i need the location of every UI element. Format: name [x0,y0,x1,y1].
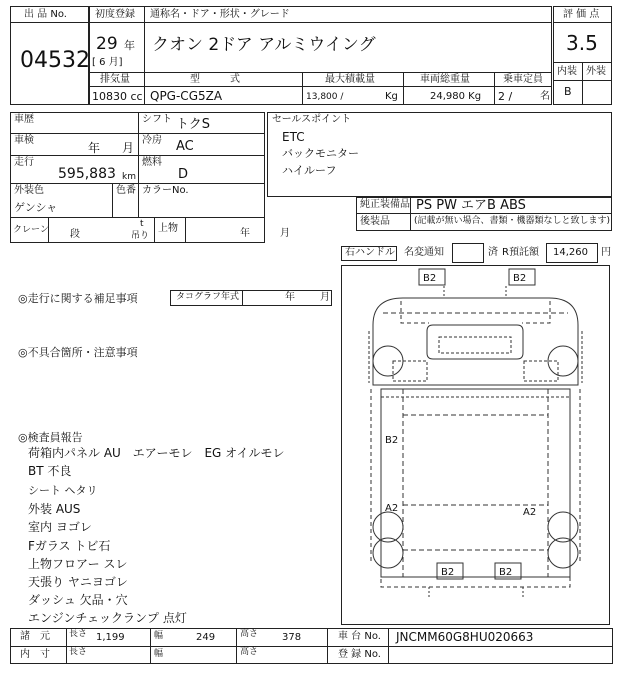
length: 1,199 [96,632,125,643]
defects-label: ◎不具合箇所・注意事項 [18,346,138,359]
model: QPG-CG5ZA [150,89,223,103]
max-load-unit: Kg [385,91,398,102]
first-reg-label: 初度登録 [95,9,135,20]
mileage-unit: km [122,172,136,182]
mount-year: 年 [240,228,250,239]
inner-dims-label: 内 寸 [20,649,50,660]
yen: 円 [601,247,611,258]
equipment-label: 純正装備品 [360,199,410,210]
damage-mark: B2 [499,567,513,578]
displacement-label: 排気量 [100,74,130,85]
inspector-item: 外装 AUS [28,502,81,516]
crane-label: クレーン [13,225,49,235]
sales-point-item: バックモニター [282,147,359,160]
exterior-label: 外装 [586,66,606,77]
ac-label: 冷房 [142,135,162,146]
first-reg-year: 29 [96,34,118,54]
inspector-item: 室内 ヨゴレ [28,520,92,534]
interior-label: 内装 [557,66,577,77]
interior-grade: B [564,85,572,98]
inspection-label: 車検 [14,135,34,146]
model-label: 型 式 [190,74,240,85]
width: 249 [196,632,216,643]
first-reg-month: [ 6 月] [92,57,123,68]
shift-label: シフト [142,114,172,125]
crane-t: t [140,219,144,229]
inner-width-label: 幅 [154,649,164,659]
inspector-item: シート ヘタリ [28,484,98,497]
inspector-item: 天張り ヤニヨゴレ [28,575,128,589]
inspector-item: エンジンチェックランプ 点灯 [28,611,187,625]
tacho-month: 月 [320,292,330,303]
fuel: D [178,167,189,182]
inspector-item: ダッシュ 欠品・穴 [28,593,128,607]
damage-mark: B2 [441,567,455,578]
truck-diagram [341,265,610,625]
damage-mark: B2 [513,273,527,284]
damage-mark: A2 [385,503,399,514]
inspector-item: 荷箱内パネル AU エアーモレ EG オイルモレ [28,446,285,460]
handle: 右ハンドル [345,247,395,258]
score-label: 評 価 点 [563,9,600,20]
name-change-label: 名変通知 [404,247,444,258]
capacity: 2 / [498,90,513,103]
crane-hang: 吊り [131,231,150,241]
equipment-value: PS PW エアB ABS [416,198,526,213]
color-no-label2: カラーNo. [142,185,189,196]
aftermarket-note: (記載が無い場合、書類・機器類なしと致します) [414,216,611,226]
mileage: 595,883 [58,166,116,182]
height-label: 高さ [240,629,259,639]
lot-label: 出 品 No. [24,9,67,20]
damage-mark: A2 [523,507,537,518]
name-change-box [452,243,484,263]
damage-mark: B2 [385,435,399,446]
color-no-label: 色番 [116,185,136,196]
capacity-label: 乗車定員 [503,74,543,85]
displacement: 10830 cc [92,90,143,103]
recycle-fee: 14,260 [553,247,588,258]
registration-label: 登 録 No. [338,649,381,660]
gross-weight: 24,980 Kg [430,91,482,102]
ext-color: ゲンシャ [14,201,58,214]
damage-mark: B2 [423,273,437,284]
ext-color-label: 外装色 [14,185,44,196]
gross-weight-label: 車両総重量 [420,74,470,85]
fuel-label: 燃料 [142,157,162,168]
tacho-label: タコグラフ年式 [176,292,240,302]
crane-stage: 段 [70,229,80,240]
vehicle-name: クオン 2ドア アルミウイング [152,35,376,55]
shift: トクS [176,117,210,132]
aftermarket-label: 後装品 [360,216,390,227]
recycle-fee-label: R預託額 [502,247,539,258]
width-label: 幅 [154,631,164,641]
chassis-label: 車 台 No. [338,631,381,642]
sales-points-label: セールスポイント [272,114,352,125]
year-unit: 年 [124,39,135,52]
max-load-label: 最大積載量 [325,74,375,85]
inspection-year: 年 [88,141,101,155]
sales-point-item: ハイルーフ [282,164,337,177]
mount-label: 上物 [158,223,178,234]
inner-length-label: 長さ [69,647,88,657]
score: 3.5 [566,31,598,55]
name-label: 通称名・ドア・形状・グレード [150,9,290,20]
mileage-label: 走行 [14,157,34,168]
chassis-number: JNCMM60G8HU020663 [396,630,534,644]
mount-month: 月 [280,228,290,239]
inspector-label: ◎検査員報告 [18,431,83,444]
inspector-item: 上物フロアー スレ [28,557,128,571]
inner-height-label: 高さ [240,647,259,657]
running-label: ◎走行に関する補足事項 [18,292,138,305]
history-label: 車歴 [14,114,34,125]
inspector-item: BT 不良 [28,464,72,478]
ac: AC [176,139,194,154]
sales-point-item: ETC [282,130,305,144]
lot-number: 04532 [20,48,90,73]
length-label: 長さ [69,629,88,639]
inspection-month: 月 [122,141,135,155]
capacity-unit: 名 [540,91,550,102]
max-load: 13,800 / [306,92,344,102]
recycle-label: 済 [488,247,498,258]
inspector-item: Fガラス トビ石 [28,539,111,553]
specs-row-label: 諸 元 [20,631,50,642]
tacho-year: 年 [285,292,295,303]
height: 378 [282,632,302,643]
